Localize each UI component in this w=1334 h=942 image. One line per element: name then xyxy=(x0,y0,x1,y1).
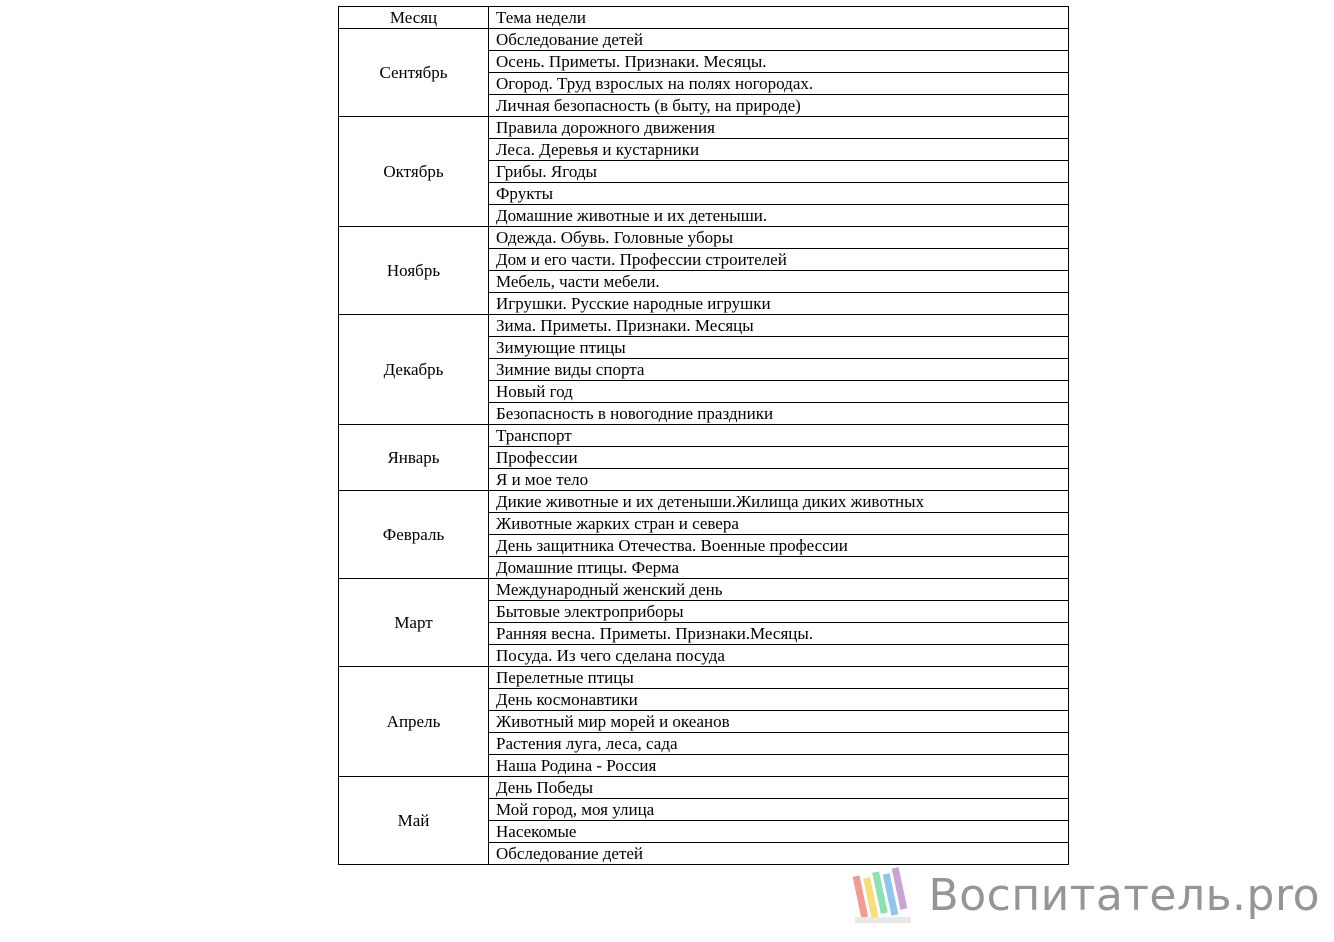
theme-cell: Грибы. Ягоды xyxy=(489,161,1069,183)
month-column-header: Месяц xyxy=(339,7,489,29)
table-row xyxy=(339,425,1069,447)
theme-cell: Насекомые xyxy=(489,821,1069,843)
table-row xyxy=(339,491,1069,513)
month-cell: Декабрь xyxy=(339,315,489,425)
theme-cell: Ранняя весна. Приметы. Признаки.Месяцы. xyxy=(489,623,1069,645)
theme-cell: Дикие животные и их детеныши.Жилища диких животных xyxy=(489,491,1069,513)
theme-cell: Огород. Труд взрослых на полях ногородах. xyxy=(489,73,1069,95)
theme-cell: Животные жарких стран и севера xyxy=(489,513,1069,535)
theme-plan-table-wrapper xyxy=(338,6,1069,865)
table-row xyxy=(339,667,1069,689)
theme-cell: Посуда. Из чего сделана посуда xyxy=(489,645,1069,667)
theme-cell: Леса. Деревья и кустарники xyxy=(489,139,1069,161)
theme-cell: Наша Родина - Россия xyxy=(489,755,1069,777)
theme-cell: Личная безопасность (в быту, на природе) xyxy=(489,95,1069,117)
theme-plan-table xyxy=(338,6,1069,865)
theme-cell: Животный мир морей и океанов xyxy=(489,711,1069,733)
theme-cell: День Победы xyxy=(489,777,1069,799)
watermark-text: Воспитатель.pro xyxy=(928,869,1320,921)
month-cell: Март xyxy=(339,579,489,667)
table-row xyxy=(339,227,1069,249)
month-cell: Апрель xyxy=(339,667,489,777)
theme-plan-body xyxy=(339,7,1069,865)
theme-cell: Зимующие птицы xyxy=(489,337,1069,359)
theme-cell: Мой город, моя улица xyxy=(489,799,1069,821)
theme-cell: Домашние птицы. Ферма xyxy=(489,557,1069,579)
theme-cell: День защитника Отечества. Военные профессии xyxy=(489,535,1069,557)
theme-cell: Фрукты xyxy=(489,183,1069,205)
theme-cell: Международный женский день xyxy=(489,579,1069,601)
theme-column-header: Тема недели xyxy=(489,7,1069,29)
table-row xyxy=(339,117,1069,139)
watermark xyxy=(849,860,1320,930)
month-cell: Февраль xyxy=(339,491,489,579)
month-cell: Сентябрь xyxy=(339,29,489,117)
theme-cell: Дом и его части. Профессии строителей xyxy=(489,249,1069,271)
theme-cell: Транспорт xyxy=(489,425,1069,447)
pencils-logo-icon xyxy=(849,861,917,929)
theme-cell: Обследование детей xyxy=(489,843,1069,865)
theme-cell: Зимние виды спорта xyxy=(489,359,1069,381)
theme-cell: Домашние животные и их детеныши. xyxy=(489,205,1069,227)
theme-cell: Растения луга, леса, сада xyxy=(489,733,1069,755)
month-cell: Май xyxy=(339,777,489,865)
theme-cell: Я и мое тело xyxy=(489,469,1069,491)
theme-cell: Профессии xyxy=(489,447,1069,469)
theme-cell: День космонавтики xyxy=(489,689,1069,711)
theme-cell: Одежда. Обувь. Головные уборы xyxy=(489,227,1069,249)
month-cell: Ноябрь xyxy=(339,227,489,315)
table-row xyxy=(339,777,1069,799)
theme-cell: Зима. Приметы. Признаки. Месяцы xyxy=(489,315,1069,337)
theme-cell: Мебель, части мебели. xyxy=(489,271,1069,293)
theme-cell: Игрушки. Русские народные игрушки xyxy=(489,293,1069,315)
theme-cell: Новый год xyxy=(489,381,1069,403)
theme-cell: Осень. Приметы. Признаки. Месяцы. xyxy=(489,51,1069,73)
table-row xyxy=(339,29,1069,51)
theme-cell: Перелетные птицы xyxy=(489,667,1069,689)
table-row xyxy=(339,579,1069,601)
theme-cell: Правила дорожного движения xyxy=(489,117,1069,139)
month-cell: Октябрь xyxy=(339,117,489,227)
table-row xyxy=(339,315,1069,337)
month-cell: Январь xyxy=(339,425,489,491)
theme-cell: Обследование детей xyxy=(489,29,1069,51)
theme-cell: Безопасность в новогодние праздники xyxy=(489,403,1069,425)
theme-cell: Бытовые электроприборы xyxy=(489,601,1069,623)
table-header-row xyxy=(339,7,1069,29)
